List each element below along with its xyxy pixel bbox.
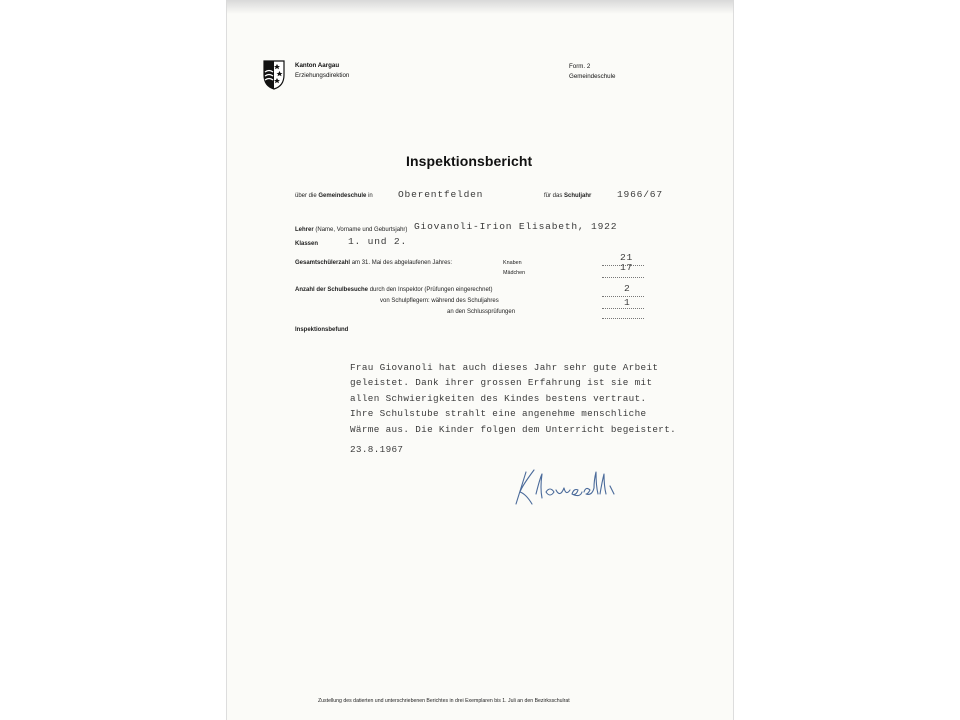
classes-value: 1. und 2.	[348, 236, 408, 247]
school-label-bold: Gemeindeschule	[318, 193, 367, 199]
caretakers-label-text: von Schulpflegern:	[380, 298, 430, 304]
visits-label-rest: durch den Inspektor (Prüfungen eingerechnet)	[369, 287, 493, 293]
footer-note: Zustellung des datierten und unterschriebenen Berichtes in drei Exemplaren bis 1. Juli an den Bezirksschulrat	[318, 698, 570, 704]
page-title: Inspektionsbericht	[406, 153, 533, 169]
department-name: Erziehungsdirektion	[295, 72, 350, 79]
pupils-label-rest: am 31. Mai des abgelaufenen Jahres:	[351, 260, 453, 266]
teacher-value: Giovanoli-Irion Elisabeth, 1922	[414, 221, 618, 232]
classes-label: Klassen	[295, 241, 319, 247]
inspector-visits-value: 2	[624, 283, 631, 294]
findings-label: Inspektionsbefund	[295, 327, 349, 333]
findings-line: Ihre Schulstube strahlt eine angenehme menschliche	[350, 408, 647, 420]
caretakers-label	[380, 298, 499, 304]
final-exams-label: an den Schlussprüfungen	[447, 309, 516, 315]
boys-label: Knaben	[503, 260, 522, 266]
boys-value: 21	[620, 252, 634, 263]
school-place: Oberentfelden	[398, 189, 484, 200]
teacher-label-bold: Lehrer	[295, 227, 314, 233]
document-page	[226, 0, 734, 720]
visits-label	[295, 287, 492, 293]
canton-name: Kanton Aargau	[295, 62, 340, 69]
teacher-label	[295, 227, 407, 233]
school-year-label-bold: Schuljahr	[564, 193, 592, 199]
teacher-label-rest: (Name, Vorname und Geburtsjahr)	[315, 227, 408, 233]
scan-shadow	[226, 0, 734, 14]
visits-label-bold: Anzahl der Schulbesuche	[295, 287, 369, 293]
form-type: Gemeindeschule	[569, 73, 616, 80]
during-dotted-line	[602, 308, 644, 309]
girls-dotted-line	[602, 277, 644, 278]
inspector-dotted-line	[602, 296, 644, 297]
signature	[512, 464, 620, 514]
girls-label: Mädchen	[503, 270, 526, 276]
school-year: 1966/67	[617, 189, 663, 200]
school-label-pre: über die	[295, 193, 317, 199]
during-year-label: während des Schuljahres	[431, 298, 499, 304]
school-year-label	[544, 193, 591, 199]
school-year-label-pre: für das	[544, 193, 563, 199]
form-number: Form. 2	[569, 63, 591, 70]
girls-value: 17	[620, 262, 634, 273]
header-left	[295, 61, 349, 81]
school-label-post: in	[368, 193, 373, 199]
report-date: 23.8.1967	[350, 444, 404, 455]
pupils-label-bold: Gesamtschülerzahl	[295, 260, 351, 266]
findings-line: geleistet. Dank ihrer grossen Erfahrung ist sie mit	[350, 377, 653, 389]
findings-line: allen Schwierigkeiten des Kindes bestens vertraut.	[350, 392, 647, 404]
findings-text	[350, 360, 676, 437]
exams-dotted-line	[602, 318, 644, 319]
findings-line: Frau Giovanoli hat auch dieses Jahr sehr gute Arbeit	[350, 362, 659, 373]
findings-line: Wärme aus. Die Kinder folgen dem Unterricht begeistert.	[350, 423, 677, 435]
during-year-value: 1	[624, 297, 631, 308]
coat-of-arms-icon	[263, 60, 285, 90]
school-label	[295, 193, 373, 199]
header-right	[569, 62, 615, 82]
pupils-label	[295, 260, 452, 266]
